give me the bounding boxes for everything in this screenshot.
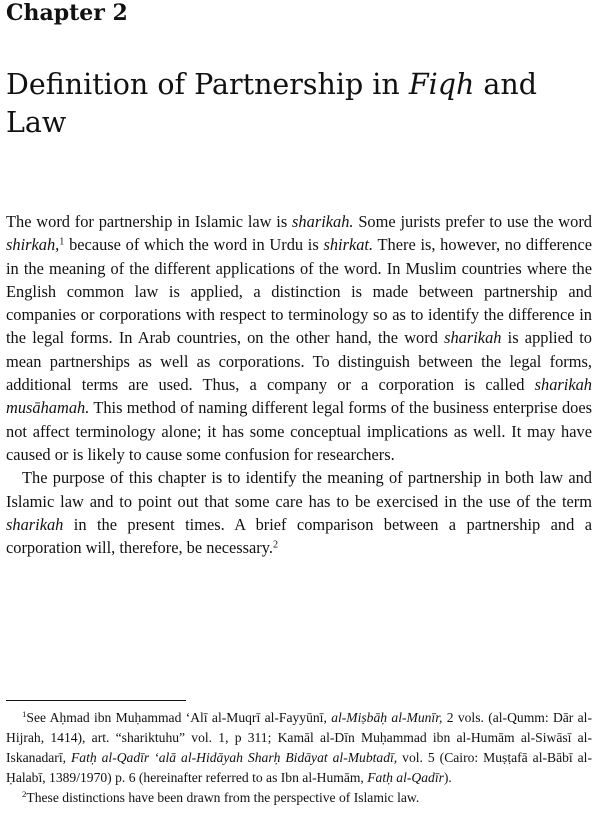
- italic-term: sharikah: [444, 328, 502, 348]
- chapter-title-end: and Law: [6, 68, 537, 139]
- footnote-marker: 1: [59, 236, 65, 248]
- text-run: This method of naming different legal forms of the business enterprise does not affect terminology alone; it has some conceptual implications as well. It may have caused or is likely to cause some confusion for researchers.: [6, 398, 592, 464]
- italic-term: al-Miṣbāḥ al-Munīr,: [331, 710, 443, 725]
- chapter-title-italic: Fiqh: [408, 68, 475, 101]
- paragraph: [6, 210, 592, 466]
- italic-term: shirkah,: [6, 235, 60, 255]
- footnotes: [6, 708, 592, 808]
- chapter-title-text: Definition of Partnership in: [6, 68, 409, 101]
- text-run: is applied to mean partnerships as well as corporations. To distinguish between the legal forms, additional terms are used. Thus, a company or a corporation is called: [6, 328, 592, 395]
- footnote-divider: [6, 700, 186, 701]
- text-run: The purpose of this chapter is to identify the meaning of partnership in both law and Islamic law and to point out that some care has to be exercised in the use of the term: [6, 468, 592, 511]
- chapter-label: Chapter 2: [6, 0, 128, 26]
- italic-term: sharikah: [6, 514, 64, 534]
- text-run: These distinctions have been drawn from the perspective of Islamic law.: [26, 790, 420, 805]
- paragraph: [6, 466, 592, 559]
- italic-term: Fatḥ al-Qadīr ʻalā al-Hidāyah Sharḥ Bidāyat al-Mubtadī,: [70, 750, 398, 765]
- text-run: ).: [443, 770, 452, 785]
- footnote: [6, 788, 592, 808]
- italic-term: sharikah musāhamah.: [6, 375, 592, 418]
- text-run: Some jurists prefer to use the word: [353, 212, 592, 231]
- italic-term: shirkat.: [323, 235, 374, 255]
- footnote-marker: 2: [22, 789, 27, 800]
- text-run: in the present times. A brief comparison between a partnership and a corporation will, therefore, be necessary.: [6, 514, 592, 558]
- footnote: [6, 708, 592, 788]
- text-run: because of which the word in Urdu is: [64, 235, 324, 255]
- text-run: See Aḥmad ibn Muḥammad ʻAlī al-Muqrī al-Fayyūnī,: [26, 710, 332, 725]
- text-run: 2 vols. (al-Qumm: Dār al-Hijrah, 1414), art. “shariktuhu” vol. 1, p 311; Kamāl al-Dīn Muḥammad ibn al-Humām al-Siwāsī al-Iskanadarī,: [6, 710, 592, 765]
- footnote-marker: 1: [22, 709, 27, 720]
- text-run: There is, however, no difference in the meaning of the different applications of the word. In Muslim countries where the English common law is applied, a distinction is made between partnership and companies or corporations with respect to terminology so as to identify the difference in the legal forms. In Arab countries, on the other hand, the word: [6, 235, 592, 348]
- footnote-marker: 2: [273, 539, 279, 551]
- body-text: [6, 210, 592, 559]
- italic-term: sharikah.: [292, 212, 354, 231]
- chapter-title: [6, 66, 591, 142]
- text-run: The word for partnership in Islamic law is: [6, 212, 293, 231]
- italic-term: Fatḥ al-Qadīr: [367, 770, 444, 785]
- text-run: vol. 5 (Cairo: Muṣṭafā al-Bābī al-Ḥalabī, 1389/1970) p. 6 (hereinafter referred to as Ibn al-Humām,: [6, 750, 592, 785]
